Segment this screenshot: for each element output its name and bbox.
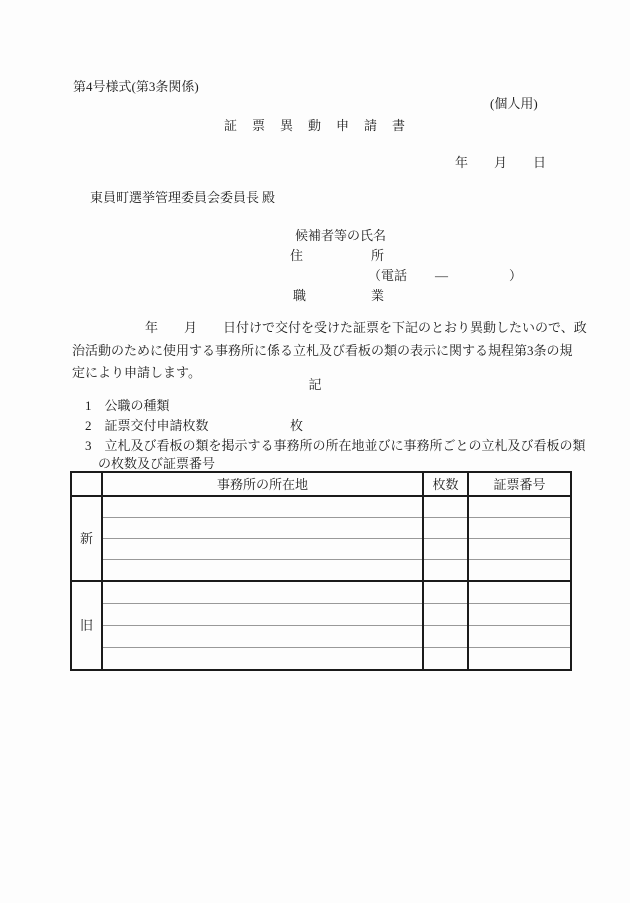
phone-open: （電話 (368, 268, 408, 283)
address-label-right: 所 (371, 248, 385, 263)
form-number: 第4号様式(第3条関係) (73, 79, 199, 94)
phone-dash: — (435, 268, 448, 283)
item-1: 1 公職の種類 (85, 398, 170, 413)
table-header-location: 事務所の所在地 (102, 472, 423, 496)
item-3-line-1: 3 立札及び看板の類を掲示する事務所の所在地並びに事務所ごとの立札及び看板の類 (85, 438, 586, 453)
blank-cell (423, 560, 468, 582)
blank-cell (468, 539, 571, 560)
blank-cell (468, 604, 571, 626)
blank-cell (102, 560, 423, 582)
table-header-count: 枚数 (423, 472, 468, 496)
body-paragraph-line-3: 定により申請します。 (72, 365, 201, 380)
blank-cell (102, 626, 423, 648)
blank-cell (423, 581, 468, 604)
section-label-old: 旧 (71, 581, 102, 670)
table-row (71, 626, 571, 648)
blank-cell (102, 648, 423, 671)
table-header-row (71, 472, 571, 496)
item-2: 2 証票交付申請枚数 (85, 418, 209, 433)
addressee: 東員町選挙管理委員会委員長 (90, 190, 260, 205)
section-label-new: 新 (71, 496, 102, 581)
blank-cell (468, 581, 571, 604)
blank-cell (468, 496, 571, 518)
table-row (71, 518, 571, 539)
blank-cell (423, 604, 468, 626)
table-header-number: 証票番号 (468, 472, 571, 496)
address-label-left: 住 (290, 248, 304, 263)
blank-cell (102, 604, 423, 626)
applicant-name-label: 候補者等の氏名 (295, 228, 387, 243)
body-paragraph-line-1: 年 月 日付けで交付を受けた証票を下記のとおり異動したいので、政 (145, 320, 587, 335)
table-row (71, 604, 571, 626)
occupation-label-left: 職 (293, 288, 307, 303)
blank-cell (102, 518, 423, 539)
record-mark: 記 (308, 377, 322, 392)
document-title: 証 票 異 動 申 請 書 (223, 118, 406, 133)
date-line: 年 月 日 (455, 155, 547, 170)
blank-cell (102, 539, 423, 560)
item-3-line-2: の枚数及び証票番号 (98, 456, 216, 471)
occupation-label-right: 業 (371, 288, 385, 303)
blank-cell (423, 648, 468, 671)
table-row (71, 539, 571, 560)
table-header-corner (71, 472, 102, 496)
table-row (71, 648, 571, 671)
blank-cell (468, 518, 571, 539)
table-row (71, 560, 571, 582)
blank-cell (102, 496, 423, 518)
blank-cell (423, 518, 468, 539)
blank-cell (468, 626, 571, 648)
office-table (70, 471, 572, 671)
blank-cell (423, 626, 468, 648)
body-paragraph-line-2: 治活動のために使用する事務所に係る立札及び看板の類の表示に関する規程第3条の規 (72, 343, 573, 358)
item-2-unit: 枚 (290, 418, 304, 433)
table-row (71, 581, 571, 604)
blank-cell (468, 560, 571, 582)
blank-cell (423, 496, 468, 518)
addressee-honorific: 殿 (262, 190, 276, 205)
phone-close: ） (509, 268, 523, 283)
table-row (71, 496, 571, 518)
blank-cell (423, 539, 468, 560)
usage-label: (個人用) (490, 96, 538, 111)
blank-cell (102, 581, 423, 604)
blank-cell (468, 648, 571, 671)
